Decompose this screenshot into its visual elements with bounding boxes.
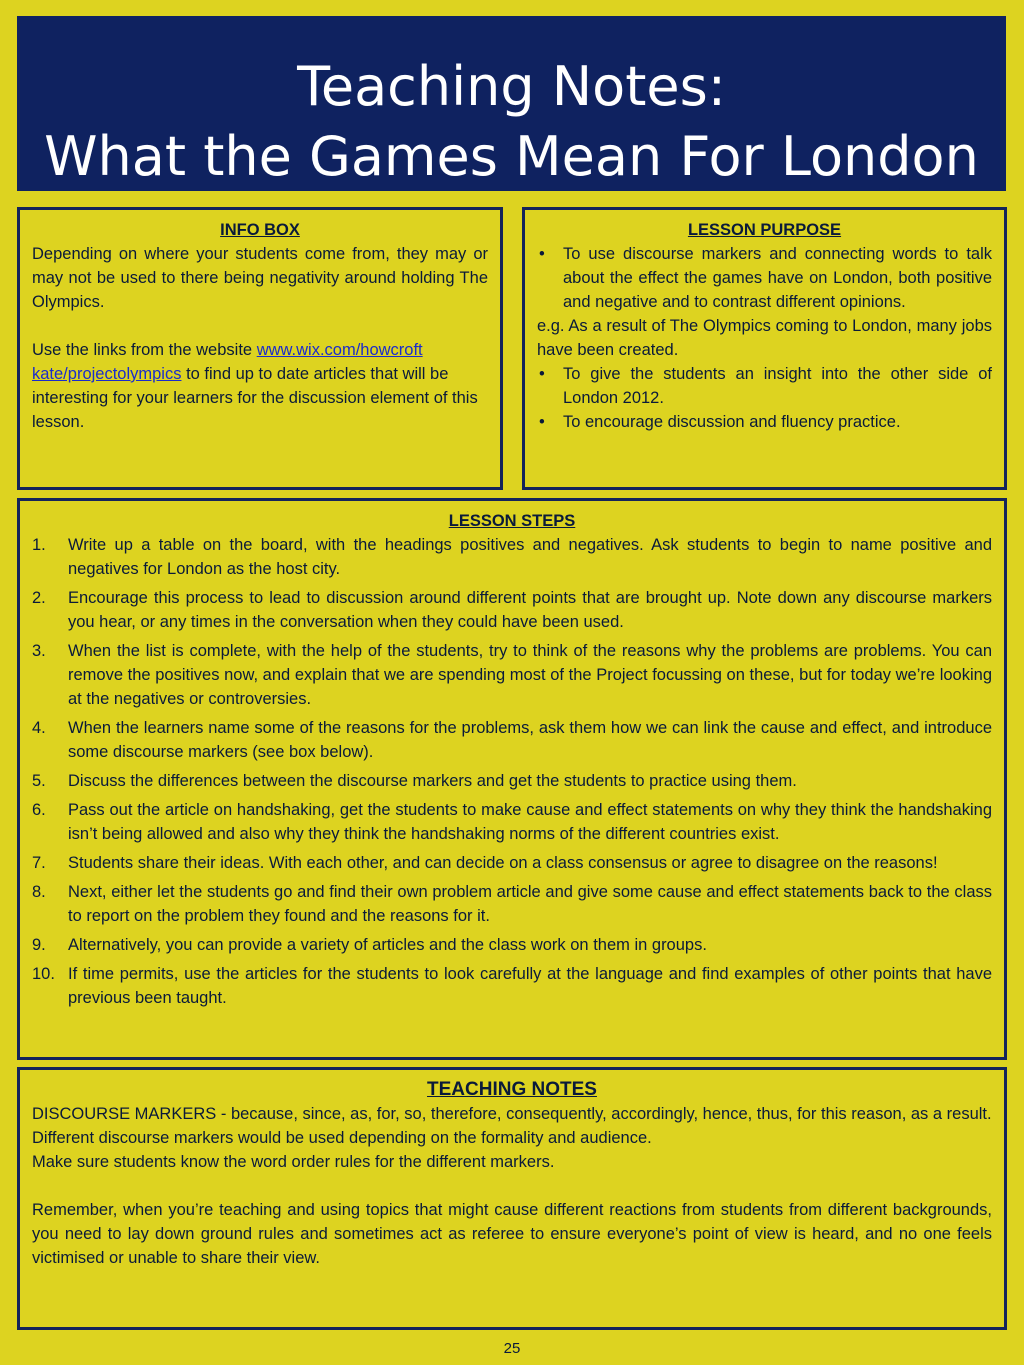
step-text: Pass out the article on handshaking, get the students to make cause and effect statements on why they think the handshaking isn’t being allowed and also why they think the handshaking norms of the different countries exist. xyxy=(68,801,992,843)
title-banner xyxy=(17,16,1006,191)
discourse-markers-line: DISCOURSE MARKERS - because, since, as, for, so, therefore, consequently, accordingly, hence, thus, for this reason, as a result. xyxy=(32,1105,992,1123)
purpose-item xyxy=(537,362,992,410)
teaching-notes-box xyxy=(17,1067,1007,1330)
step-item xyxy=(32,880,992,928)
step-item xyxy=(32,851,992,875)
step-item xyxy=(32,586,992,634)
reminder-paragraph: Remember, when you’re teaching and using topics that might cause different reactions from students from different backgrounds, you need to lay down ground rules and sometimes act as referee to ensure everyone’s point of view is heard, and no one feels victimised or unable to share their view. xyxy=(32,1201,992,1267)
step-item xyxy=(32,639,992,711)
bullet-icon: • xyxy=(539,413,545,431)
step-text: Next, either let the students go and find their own problem article and give some cause and effect statements back to the class to report on the problem they found and the reasons for it. xyxy=(68,883,992,925)
step-number: 10. xyxy=(32,965,55,983)
step-number: 8. xyxy=(32,883,46,901)
step-item xyxy=(32,769,992,793)
lesson-steps-heading: LESSON STEPS xyxy=(448,512,576,530)
step-item xyxy=(32,716,992,764)
step-item xyxy=(32,533,992,581)
step-text: Encourage this process to lead to discussion around different points that are brought up. Note down any discourse markers you hear, or any times in the conversation when they could have been used. xyxy=(68,589,992,631)
info-box-links-paragraph xyxy=(32,338,488,434)
step-number: 2. xyxy=(32,589,46,607)
step-number: 3. xyxy=(32,642,46,660)
page-title-line2: What the Games Mean For London xyxy=(44,125,979,188)
lesson-steps-list xyxy=(32,533,992,1010)
step-item xyxy=(32,798,992,846)
step-number: 1. xyxy=(32,536,46,554)
purpose-item xyxy=(537,242,992,314)
lesson-purpose-box xyxy=(522,207,1007,490)
purpose-example: e.g. As a result of The Olympics coming to London, many jobs have been created. xyxy=(537,317,992,359)
step-text: When the list is complete, with the help of the students, try to think of the reasons why the problems are problems. You can remove the positives now, and explain that we are spending most of the Project focussing on these, but for today we’re looking at the negatives or controversies. xyxy=(68,642,992,708)
step-text: When the learners name some of the reasons for the problems, ask them how we can link the cause and effect, and introduce some discourse markers (see box below). xyxy=(68,719,992,761)
info-box-links-text-after: to find up to date articles that will be interesting for your learners for the discussion element of this lesson. xyxy=(32,365,478,431)
purpose-list-2 xyxy=(537,362,992,434)
purpose-item xyxy=(537,410,992,434)
purpose-list xyxy=(537,242,992,314)
step-number: 4. xyxy=(32,719,46,737)
info-box-heading: INFO BOX xyxy=(220,221,300,239)
lesson-purpose-heading: LESSON PURPOSE xyxy=(687,221,842,239)
step-item xyxy=(32,962,992,1010)
info-box-paragraph: Depending on where your students come from, they may or may not be used to there being negativity around holding The Olympics. xyxy=(32,245,488,311)
info-box xyxy=(17,207,503,490)
page-number: 25 xyxy=(503,1340,521,1357)
step-text: Write up a table on the board, with the headings positives and negatives. Ask students to begin to name positive and negatives for London as the host city. xyxy=(68,536,992,578)
step-text: If time permits, use the articles for the students to look carefully at the language and find examples of other points that have previous been taught. xyxy=(68,965,992,1007)
formality-line: Different discourse markers would be used depending on the formality and audience. xyxy=(32,1129,652,1147)
step-text: Alternatively, you can provide a variety of articles and the class work on them in groups. xyxy=(68,936,707,954)
step-text: Discuss the differences between the discourse markers and get the students to practice using them. xyxy=(68,772,797,790)
step-text: Students share their ideas. With each other, and can decide on a class consensus or agree to disagree on the reasons! xyxy=(68,854,938,872)
purpose-item-text: To use discourse markers and connecting words to talk about the effect the games have on London, both positive and negative and to contrast different opinions. xyxy=(563,245,992,311)
purpose-item-text: To give the students an insight into the other side of London 2012. xyxy=(563,365,992,407)
step-number: 7. xyxy=(32,854,46,872)
info-box-links-text: Use the links from the website xyxy=(32,341,257,359)
step-item xyxy=(32,933,992,957)
lesson-steps-box xyxy=(17,498,1007,1060)
bullet-icon: • xyxy=(539,245,545,263)
word-order-line: Make sure students know the word order rules for the different markers. xyxy=(32,1153,555,1171)
teaching-notes-heading: TEACHING NOTES xyxy=(427,1079,597,1100)
page-title-line1: Teaching Notes: xyxy=(297,55,726,118)
bullet-icon: • xyxy=(539,365,545,383)
website-link[interactable]: www.wix.com/howcroft kate/projectolympics xyxy=(32,341,423,383)
step-number: 6. xyxy=(32,801,46,819)
step-number: 5. xyxy=(32,772,46,790)
step-number: 9. xyxy=(32,936,46,954)
purpose-item-text: To encourage discussion and fluency practice. xyxy=(563,413,901,431)
